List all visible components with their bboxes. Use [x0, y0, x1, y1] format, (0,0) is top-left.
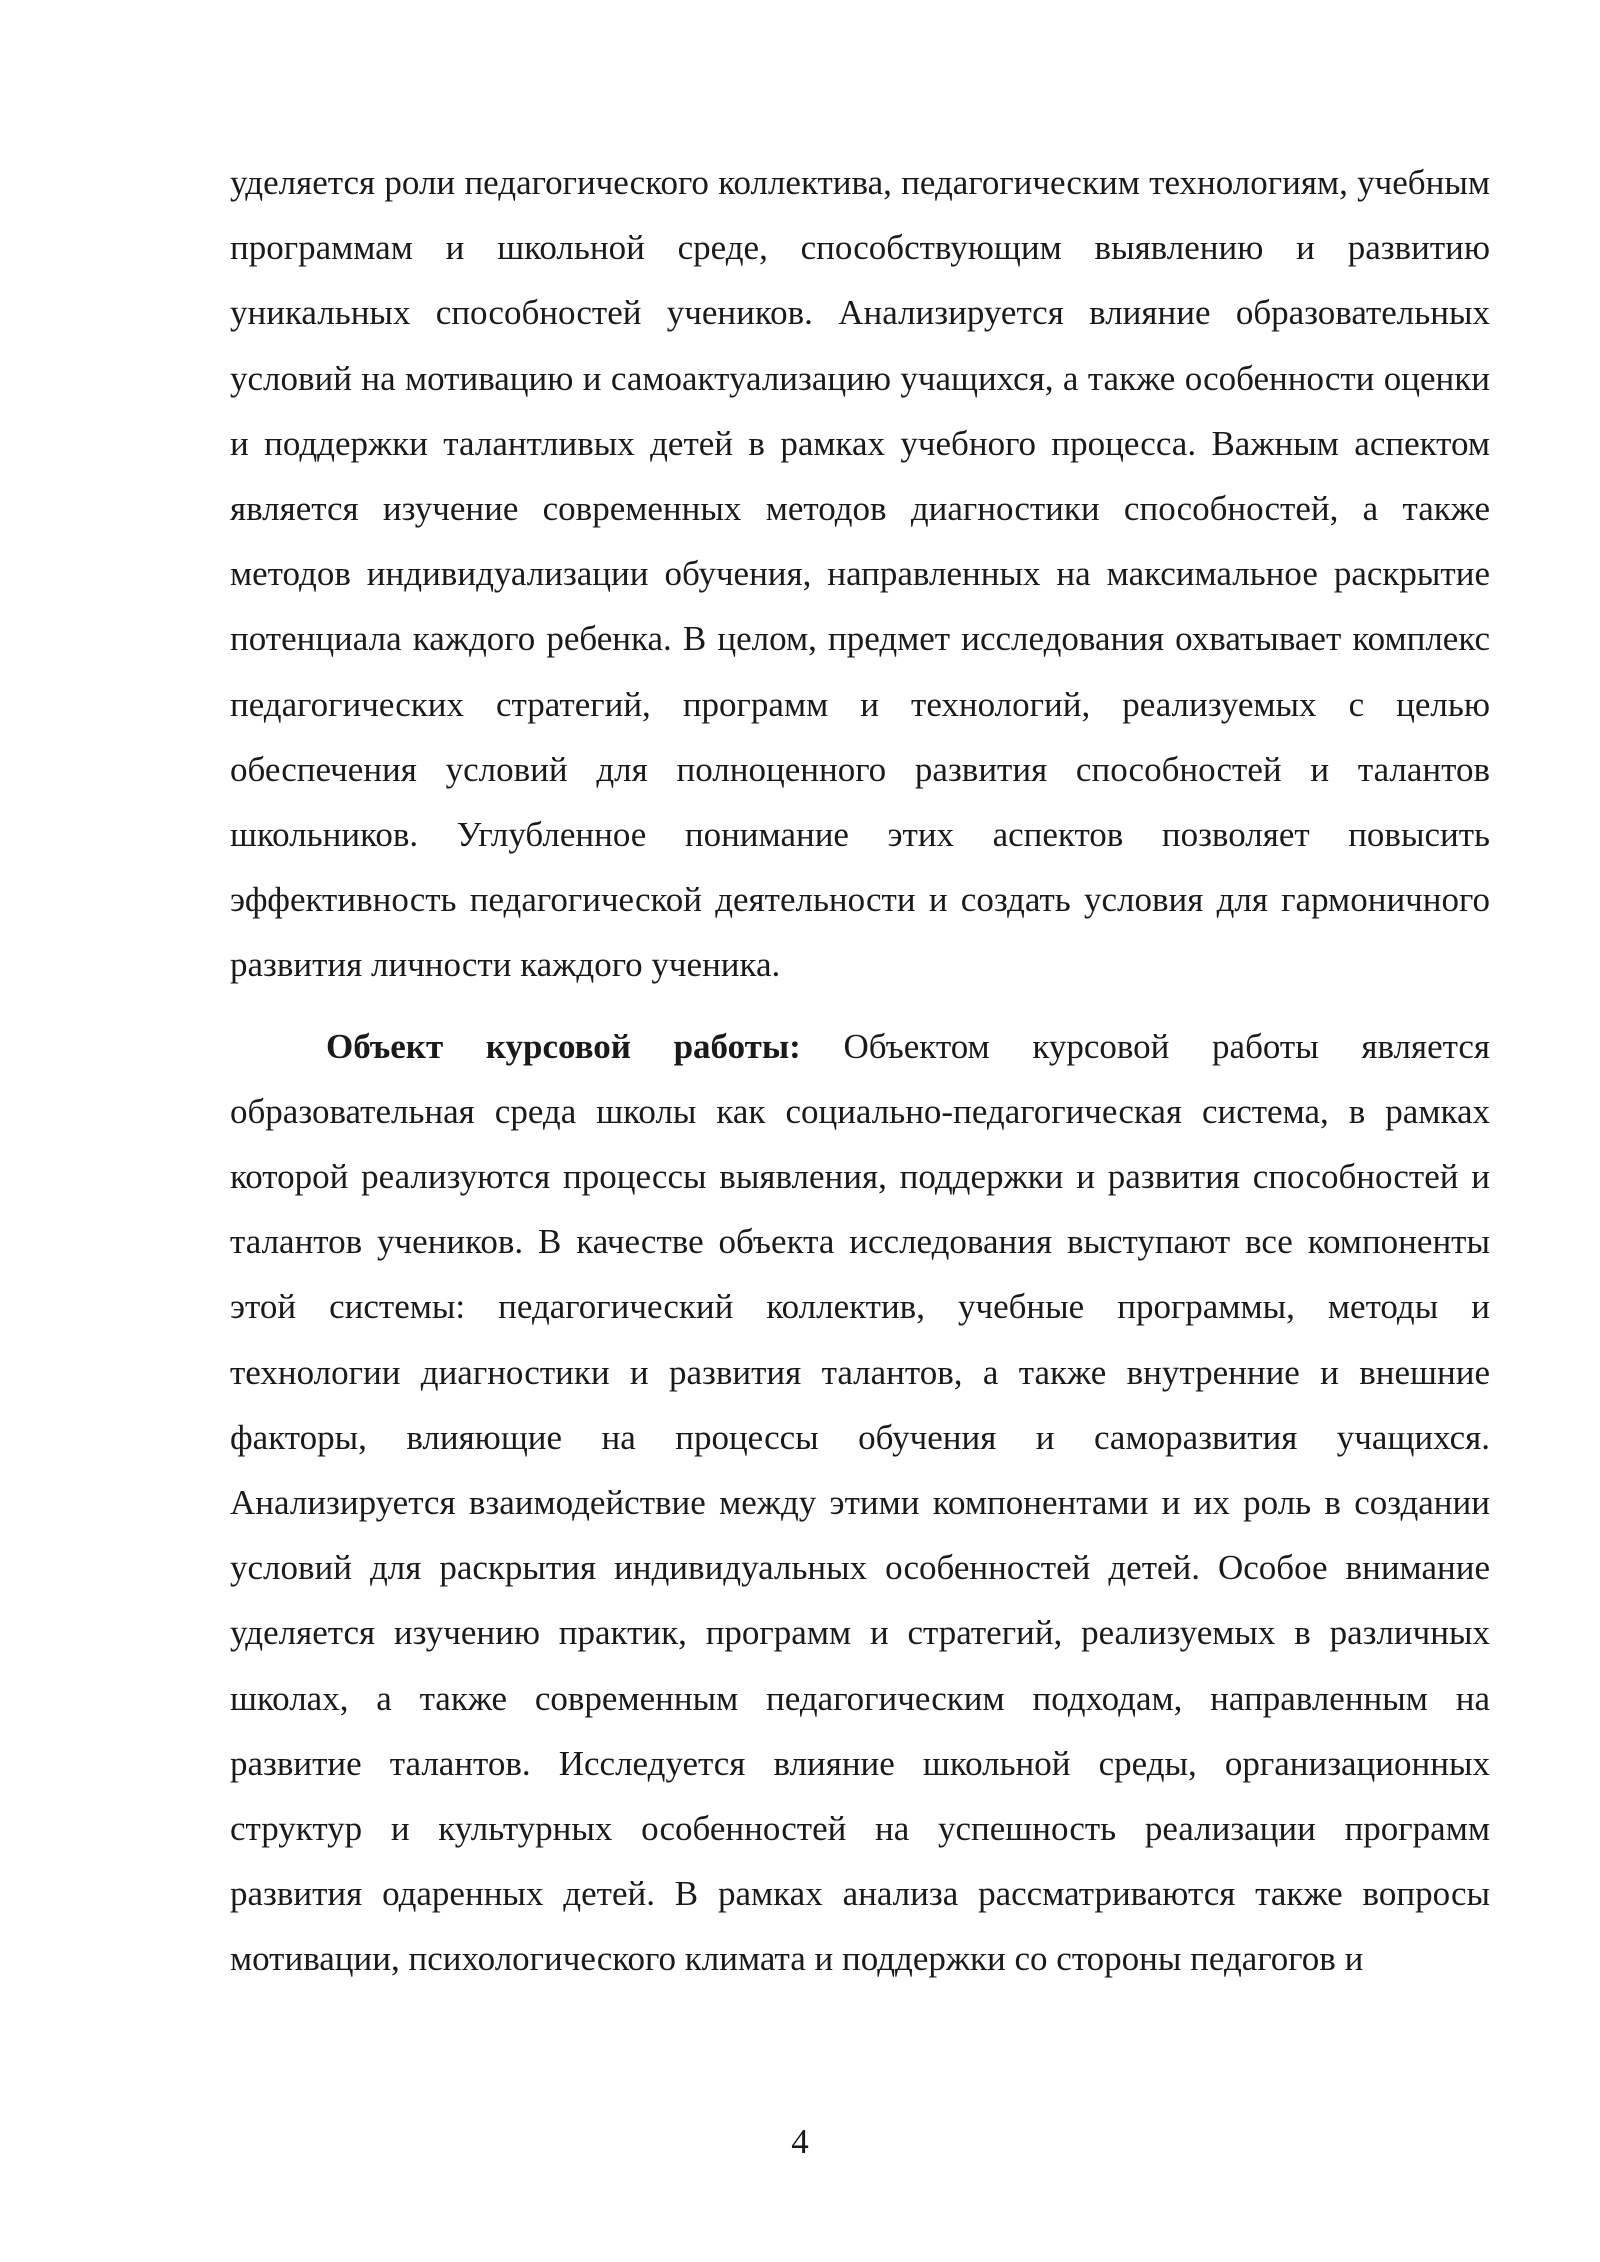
paragraph-object [230, 1014, 1490, 1992]
page-number: 4 [791, 2122, 809, 2161]
paragraph-object-heading: Объект курсовой работы: [326, 1026, 801, 1066]
paragraph-object-body: Объектом курсовой работы является образовательная среда школы как социально-педагогическая система, в рамках которой реализуются процессы выявления, поддержки и развития способностей и талантов учеников. В качестве объекта исследования выступают все компоненты этой системы: педагогический коллектив, учебные программы, методы и технологии диагностики и развития талантов, а также внутренние и внешние факторы, влияющие на процессы обучения и саморазвития учащихся. Анализируется взаимодействие между этими компонентами и их роль в создании условий для раскрытия индивидуальных особенностей детей. Особое внимание уделяется изучению практик, программ и стратегий, реализуемых в различных школах, а также современным педагогическим подходам, направленным на развитие талантов. Исследуется влияние школьной среды, организационных структур и культурных особенностей на успешность реализации программ развития одаренных детей. В рамках анализа рассматриваются также вопросы мотивации, психологического климата и поддержки со стороны педагогов и [230, 1026, 1491, 1979]
text-column [230, 150, 1490, 1992]
paragraph-subject-continuation: уделяется роли педагогического коллектива, педагогическим технологиям, учебным программам и школьной среде, способствующим выявлению и развитию уникальных способностей учеников. Анализируется влияние образовательных условий на мотивацию и самоактуализацию учащихся, а также особенности оценки и поддержки талантливых детей в рамках учебного процесса. Важным аспектом является изучение современных методов диагностики способностей, а также методов индивидуализации обучения, направленных на максимальное раскрытие потенциала каждого ребенка. В целом, предмет исследования охватывает комплекс педагогических стратегий, программ и технологий, реализуемых с целью обеспечения условий для полноценного развития способностей и талантов школьников. Углубленное понимание этих аспектов позволяет повысить эффективность педагогической деятельности и создать условия для гармоничного развития личности каждого ученика. [230, 163, 1490, 985]
